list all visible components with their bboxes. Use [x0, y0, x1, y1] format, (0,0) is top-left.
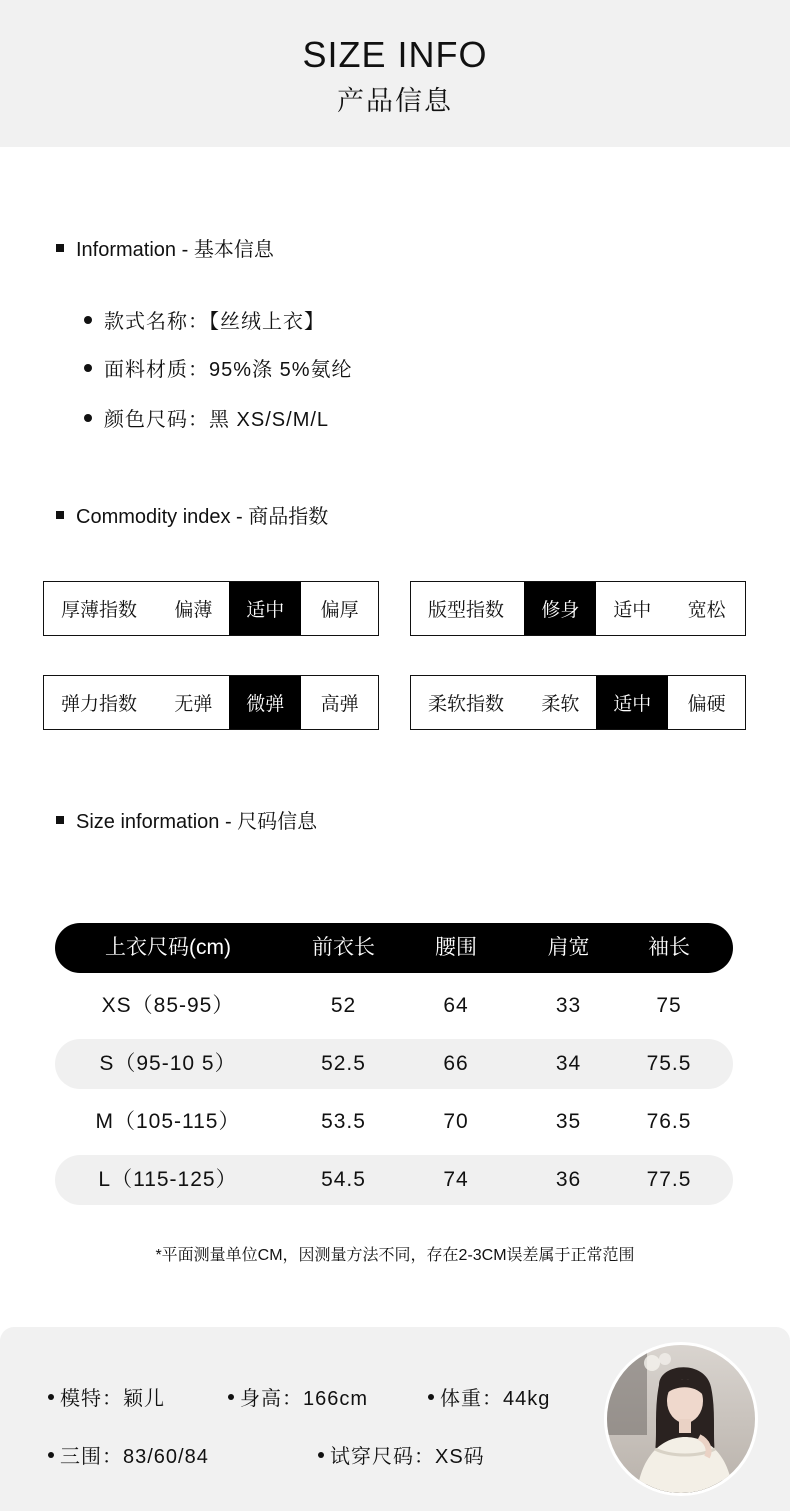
size-info-heading — [56, 805, 317, 834]
index-softness — [410, 675, 746, 730]
column-header-shoulder: 肩宽 — [547, 936, 590, 959]
index-option: 适中 — [596, 676, 668, 729]
model-name — [48, 1382, 165, 1411]
table-cell: M（105-115） — [95, 1110, 241, 1133]
square-bullet-icon — [56, 244, 64, 252]
table-cell: 74 — [443, 1168, 469, 1191]
column-header-waist: 腰围 — [435, 936, 477, 959]
table-row — [55, 1155, 733, 1205]
column-header-front-length: 前衣长 — [312, 936, 375, 959]
table-cell: 75.5 — [646, 1052, 692, 1075]
table-cell: 33 — [555, 994, 582, 1017]
info-item-fabric — [84, 353, 353, 382]
model-weight-text: 体重：44kg — [440, 1388, 551, 1410]
page-subtitle: 产品信息 — [337, 86, 453, 116]
index-option: 微弹 — [229, 676, 301, 729]
table-cell: 53.5 — [321, 1110, 366, 1133]
index-option: 偏薄 — [174, 600, 213, 621]
model-photo — [604, 1342, 758, 1496]
header-banner — [0, 0, 790, 147]
column-header-size: 上衣尺码(cm) — [105, 936, 231, 959]
table-cell: 76.5 — [646, 1110, 692, 1133]
model-height — [228, 1382, 368, 1411]
bullet-dot-icon — [48, 1394, 54, 1400]
model-measurements-text: 三围：83/60/84 — [60, 1446, 209, 1468]
bullet-dot-icon — [318, 1452, 324, 1458]
index-label: 柔软指数 — [428, 694, 505, 715]
model-measurements — [48, 1440, 209, 1469]
table-cell: 54.5 — [321, 1168, 366, 1191]
table-cell: 77.5 — [646, 1168, 692, 1191]
index-elasticity — [43, 675, 379, 730]
table-cell: 52 — [330, 994, 357, 1017]
info-item-text: 面料材质：95%涤 5%氨纶 — [104, 359, 353, 381]
index-label: 版型指数 — [428, 600, 505, 621]
index-label: 弹力指数 — [61, 694, 138, 715]
bullet-dot-icon — [84, 414, 92, 422]
model-name-text: 模特：颖儿 — [60, 1388, 165, 1410]
table-row — [55, 1097, 733, 1147]
table-row — [55, 981, 733, 1031]
info-item-text: 款式名称：【丝绒上衣】 — [104, 311, 325, 333]
bullet-dot-icon — [84, 364, 92, 372]
measurement-note: *平面测量单位CM，因测量方法不同，存在2-3CM误差属于正常范围 — [155, 1247, 635, 1264]
model-weight — [428, 1382, 550, 1411]
model-fitting-size — [318, 1440, 485, 1469]
table-cell: S（95-10 5） — [99, 1052, 237, 1075]
square-bullet-icon — [56, 511, 64, 519]
table-row — [55, 1039, 733, 1089]
index-fit — [410, 581, 746, 636]
table-cell: 66 — [443, 1052, 469, 1075]
commodity-heading-text: Commodity index - 商品指数 — [76, 506, 329, 528]
table-cell: 75 — [656, 994, 682, 1017]
model-height-text: 身高：166cm — [240, 1388, 369, 1410]
index-label: 厚薄指数 — [61, 600, 138, 621]
column-header-sleeve: 袖长 — [648, 936, 690, 959]
information-heading-text: Information - 基本信息 — [76, 239, 274, 261]
information-heading — [56, 233, 274, 262]
info-item-text: 颜色尺码：黑 XS/S/M/L — [104, 409, 330, 431]
index-option: 适中 — [229, 582, 301, 635]
table-cell: 35 — [555, 1110, 582, 1133]
table-cell: XS（85-95） — [101, 994, 235, 1017]
size-table-header — [55, 923, 733, 973]
square-bullet-icon — [56, 816, 64, 824]
index-option: 适中 — [613, 600, 652, 621]
table-cell: 34 — [555, 1052, 582, 1075]
index-option: 柔软 — [541, 694, 580, 715]
index-option: 修身 — [524, 582, 596, 635]
size-info-heading-text: Size information - 尺码信息 — [76, 811, 318, 833]
index-option: 宽松 — [687, 600, 726, 621]
table-cell: 36 — [555, 1168, 582, 1191]
table-cell: L（115-125） — [98, 1168, 238, 1191]
bullet-dot-icon — [228, 1394, 234, 1400]
bullet-dot-icon — [84, 316, 92, 324]
table-cell: 70 — [443, 1110, 469, 1133]
info-item-style-name — [84, 305, 325, 334]
model-fitting-size-text: 试穿尺码：XS码 — [330, 1446, 485, 1468]
index-option: 高弹 — [320, 694, 359, 715]
index-thickness — [43, 581, 379, 636]
table-cell: 64 — [443, 994, 469, 1017]
page-title: SIZE INFO — [302, 34, 488, 75]
bullet-dot-icon — [48, 1452, 54, 1458]
commodity-heading — [56, 500, 328, 529]
index-option: 偏硬 — [687, 694, 726, 715]
model-portrait-image — [607, 1345, 755, 1493]
index-option: 偏厚 — [320, 600, 359, 621]
index-option: 无弹 — [174, 694, 213, 715]
info-item-color-size — [84, 403, 329, 432]
table-cell: 52.5 — [321, 1052, 366, 1075]
bullet-dot-icon — [428, 1394, 434, 1400]
